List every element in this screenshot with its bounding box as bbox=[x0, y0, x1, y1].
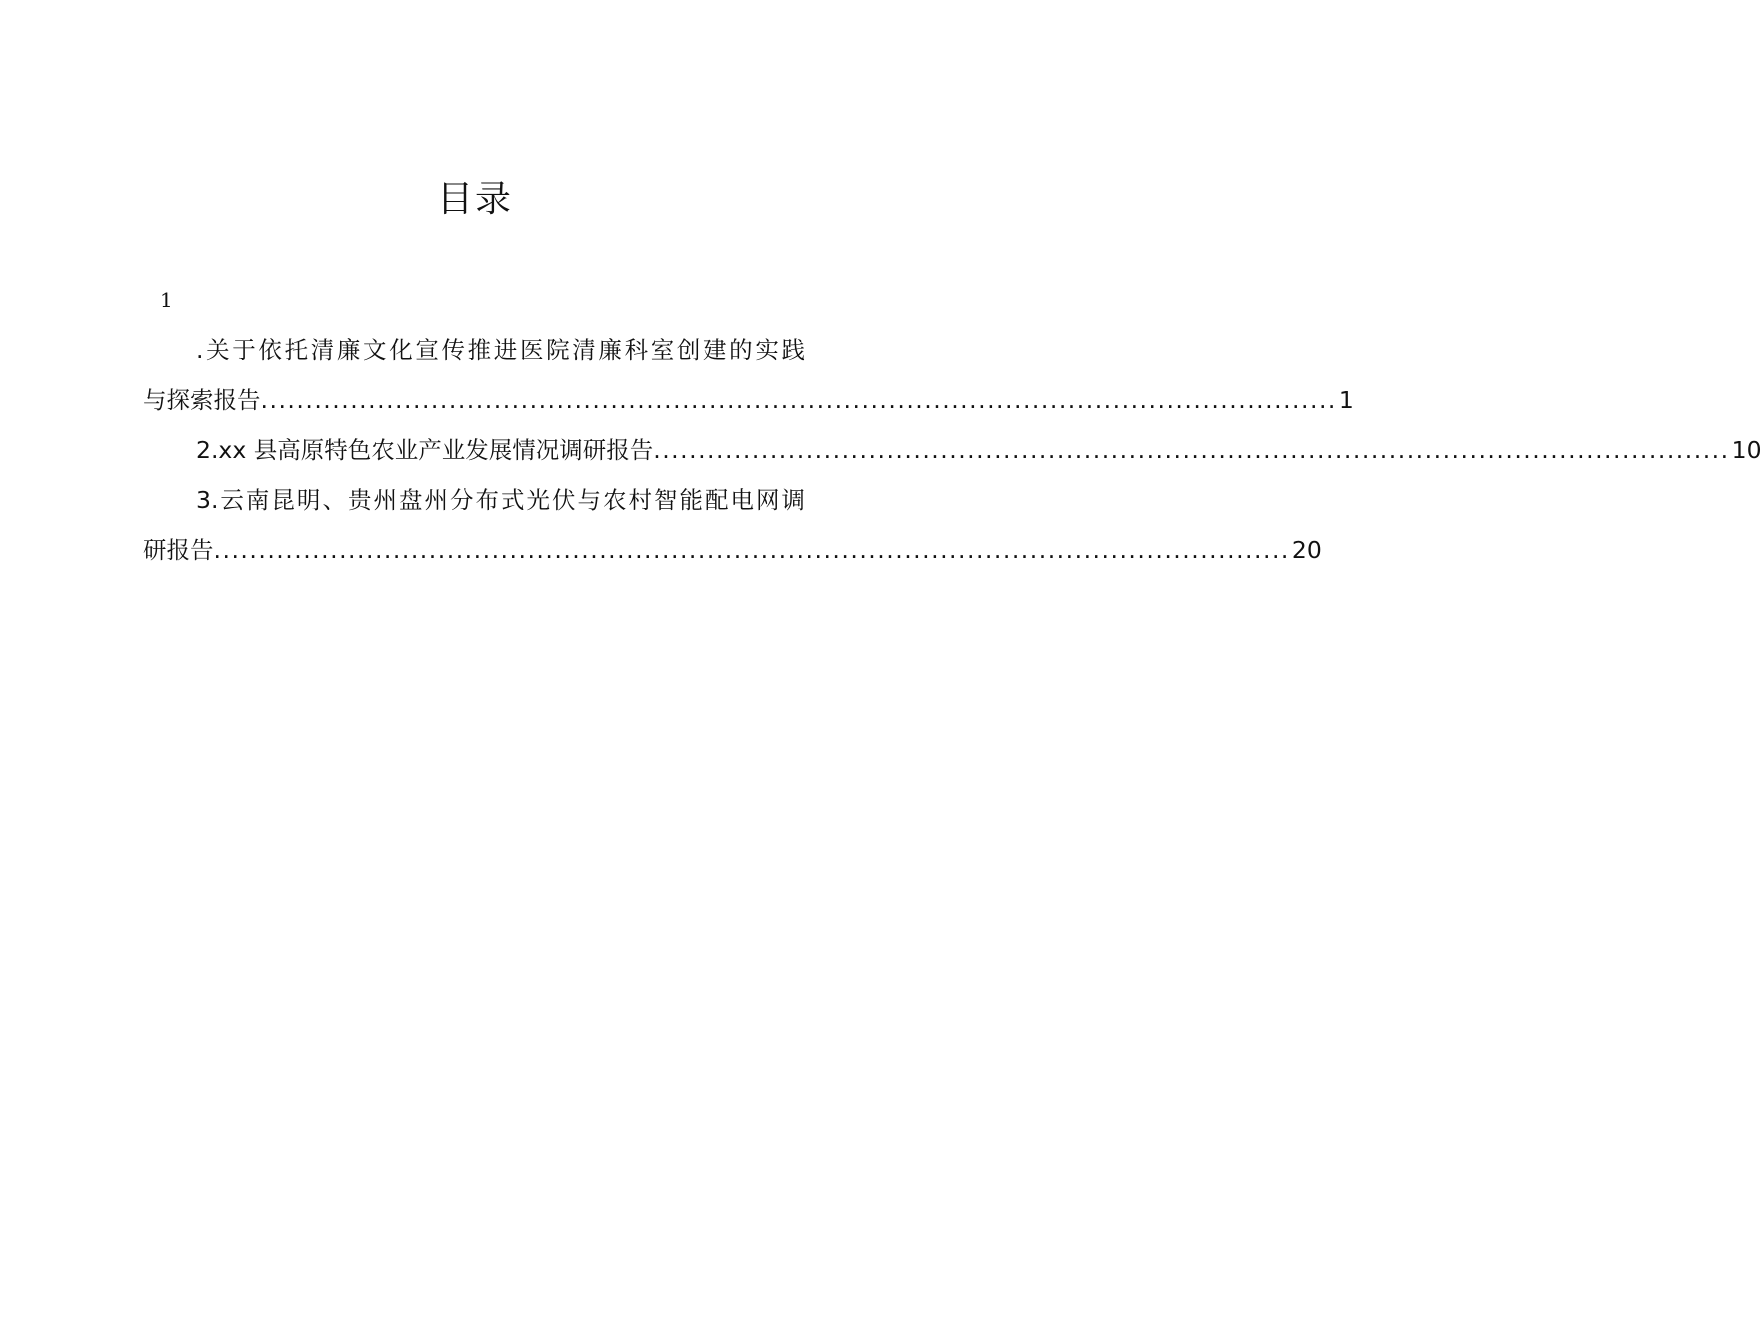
toc-entry-3-line-1[interactable] bbox=[143, 475, 805, 525]
stray-number: 1 bbox=[160, 288, 173, 312]
toc-entry-2-line-1[interactable] bbox=[143, 425, 1762, 475]
toc-entry-3-page: 20 bbox=[1291, 536, 1322, 564]
toc-entry-1-text: .关于依托清廉文化宣传推进医院清廉科室创建的实践 bbox=[196, 336, 805, 364]
toc-entry-3-text-cont: 研报告 bbox=[143, 536, 214, 564]
toc-entry-1-line-1[interactable] bbox=[143, 325, 805, 375]
toc-entry-3-text: 3.云南昆明、贵州盘州分布式光伏与农村智能配电网调 bbox=[196, 486, 805, 514]
toc-leader-dots: ........................................................................................................................ bbox=[653, 436, 1730, 464]
toc-entry-1-line-2[interactable] bbox=[143, 375, 1354, 425]
toc-entry-2-text: 2.xx 县高原特色农业产业发展情况调研报告 bbox=[196, 436, 654, 464]
toc-leader-dots: ........................................................................................................................ bbox=[213, 536, 1290, 564]
toc-entry-3-line-2[interactable] bbox=[143, 525, 1322, 575]
toc-entry-2-page: 10 bbox=[1731, 436, 1762, 464]
toc-entry-1-page: 1 bbox=[1338, 386, 1354, 414]
toc-title: 目录 bbox=[436, 179, 513, 220]
toc-leader-dots: ........................................................................................................................ bbox=[260, 386, 1337, 414]
toc-entry-1-text-cont: 与探索报告 bbox=[143, 386, 261, 414]
